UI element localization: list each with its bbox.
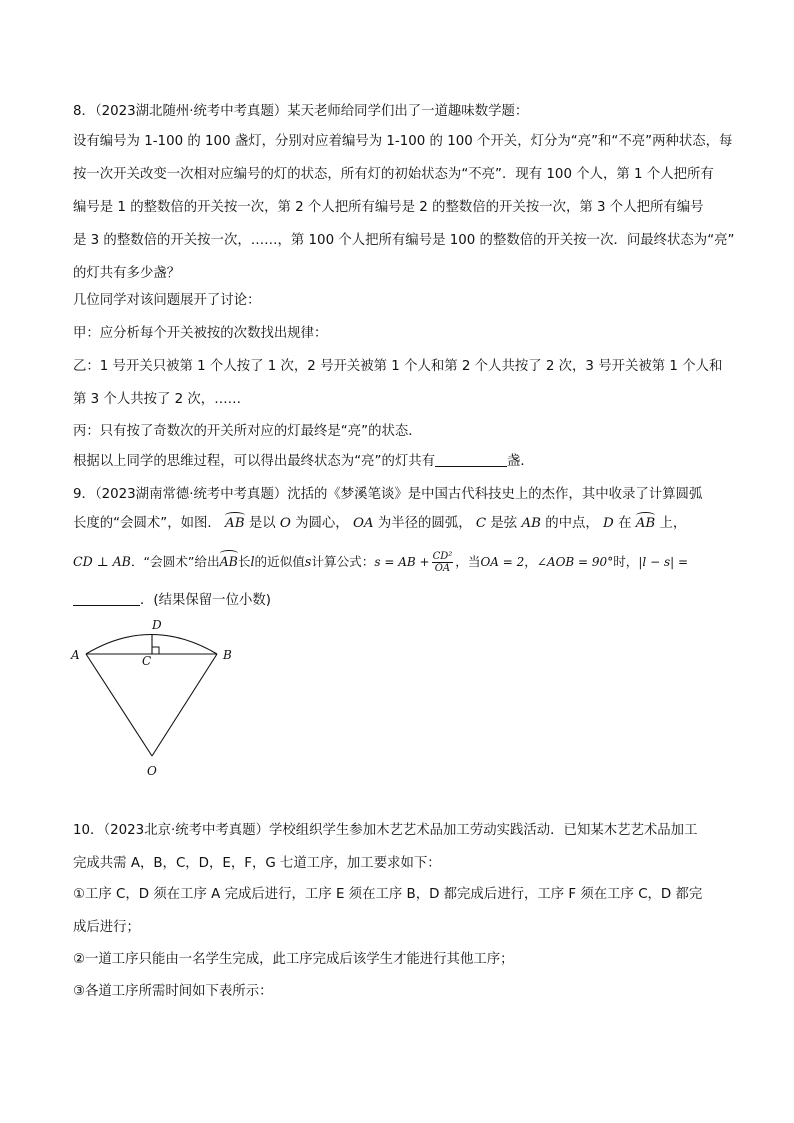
q9-text: 为半径的圆弧， [377, 516, 472, 531]
q9-text: 的中点， [545, 516, 599, 531]
q8-text-line: 乙：1 号开关只被第 1 个人按了 1 次，2 号开关被第 1 个人和第 2 个人共按了 2 次，3 号开关被第 1 个人和 [73, 359, 723, 374]
var-l-symbol: l [250, 554, 255, 569]
q9-answer-line [73, 591, 271, 610]
q9-text: 为圆心， [295, 516, 349, 531]
q8-text-line: 第 3 个人共按了 2 次，…… [73, 392, 241, 407]
q10-text-line: ②一道工序只能由一名学生完成，此工序完成后该学生才能进行其他工序； [73, 952, 514, 967]
q8-text-line: 按一次开关改变一次相对应编号的灯的状态，所有灯的初始状态为“不亮”．现有 100 个人，第 1 个人把所有 [73, 167, 714, 182]
arc-ab-symbol: AB [635, 516, 656, 531]
q8-text-line: 是 3 的整数倍的开关按一次，……，第 100 个人把所有编号是 100 的整数倍的开关按一次．问最终状态为“亮” [73, 233, 735, 248]
fraction-numerator: CD² [432, 551, 453, 562]
label-a: A [71, 648, 80, 662]
q8-text-line: 设有编号为 1-100 的 100 盏灯，分别对应着编号为 1-100 的 100 个开关，灯分为“亮”和“不亮”两种状态，每 [73, 134, 733, 149]
q9-formula-line [73, 551, 688, 574]
q8-answer-line [73, 452, 534, 471]
right-angle-mark [152, 647, 159, 654]
fraction-denominator: OA [434, 563, 451, 574]
answer-blank[interactable] [435, 452, 507, 467]
q9-text: 长度的“会圆术”，如图． [73, 516, 221, 531]
arc-ab-symbol: AB [219, 554, 238, 569]
perpendicular-expression: CD ⊥ AB [73, 554, 131, 569]
label-c: C [142, 654, 152, 668]
label-o: O [147, 764, 157, 778]
point-c-symbol: C [475, 516, 487, 531]
condition-oa: OA = 2 [480, 555, 525, 569]
label-b: B [223, 648, 232, 662]
q8-text-line: 的灯共有多少盏？ [73, 266, 181, 281]
q9-text: 长 [237, 554, 251, 569]
q9-text: 是以 [248, 516, 276, 531]
q9-text: 时， [613, 554, 639, 569]
q9-text: 的近似值 [254, 554, 305, 569]
answer-blank[interactable] [73, 591, 140, 606]
q9-text: 上， [659, 516, 687, 531]
q8-text-line: 编号是 1 的整数倍的开关按一次，第 2 个人把所有编号是 2 的整数倍的开关按一次，第 3 个人把所有编号 [73, 200, 704, 215]
radius-ob [152, 654, 217, 756]
label-d: D [152, 618, 162, 632]
chord-ab-symbol: AB [521, 516, 541, 531]
q9-title: 9．（2023湖南常德·统考中考真题）沈括的《梦溪笔谈》是中国古代科技史上的杰作，其中收录了计算圆弧 [73, 487, 703, 502]
var-s-symbol: s [304, 554, 312, 569]
formula-fraction [432, 551, 454, 574]
q10-text-line: 成后进行； [73, 920, 140, 935]
q8-text-line: 甲：应分析每个开关被按的次数找出规律： [73, 326, 328, 341]
q9-text: ，当 [455, 554, 481, 569]
q8-text-line: 丙：只有按了奇数次的开关所对应的灯最终是“亮”的状态． [73, 424, 422, 439]
q8-answer-prefix: 根据以上同学的思维过程，可以得出最终状态为“亮”的灯共有 [73, 454, 436, 469]
q9-note: ．(结果保留一位小数) [140, 593, 271, 608]
point-o-symbol: O [279, 516, 291, 531]
q8-text-line: 几位同学对该问题展开了讨论： [73, 293, 261, 308]
q8-answer-suffix: 盏． [507, 454, 534, 469]
radius-oa [86, 654, 152, 756]
q9-text: 是弦 [490, 516, 518, 531]
q8-title: 8．（2023湖北随州·统考中考真题）某天老师给同学们出了一道趣味数学题： [73, 104, 529, 119]
segment-oa-symbol: OA [352, 516, 374, 531]
q9-text: 在 [618, 516, 632, 531]
q9-text: 计算公式： [311, 554, 375, 569]
geometry-figure [60, 610, 260, 785]
q10-text-line: 完成共需 A，B，C，D，E，F，G 七道工序，加工要求如下： [73, 856, 441, 871]
arc-ab-symbol: AB [225, 516, 245, 531]
q10-text-line: ①工序 C，D 须在工序 A 完成后进行，工序 E 须在工序 B，D 都完成后进行，工序 F 须在工序 C，D 都完 [73, 887, 703, 902]
abs-expression: |l − s| = [638, 555, 689, 569]
condition-angle: ∠AOB = 90° [536, 555, 614, 569]
q9-text: ， [524, 554, 537, 569]
point-d-symbol: D [603, 516, 614, 531]
formula-lhs: s = AB + [374, 555, 430, 569]
q10-title: 10．（2023北京·统考中考真题）学校组织学生参加木艺艺术品加工劳动实践活动．已知某木艺艺术品加工 [73, 823, 698, 838]
q9-text: ．“会圆术”给出 [130, 554, 220, 569]
q10-text-line: ③各道工序所需时间如下表所示： [73, 984, 273, 999]
q9-text-line [73, 515, 686, 533]
